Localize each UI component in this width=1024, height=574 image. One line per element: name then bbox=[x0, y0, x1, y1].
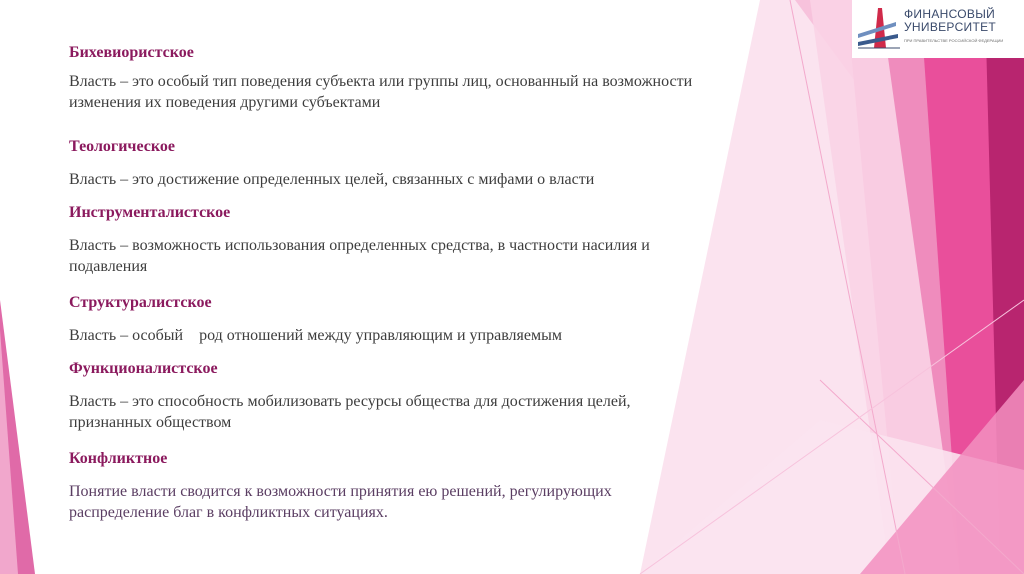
section-body bbox=[69, 391, 829, 449]
body-line: признанных обществом bbox=[69, 414, 232, 431]
section-heading: Инструменталистское bbox=[69, 204, 231, 221]
section-heading: Структуралистское bbox=[69, 294, 212, 311]
logo-subtitle: ПРИ ПРАВИТЕЛЬСТВЕ РОССИЙСКОЙ ФЕДЕРАЦИИ bbox=[904, 38, 1004, 43]
section-body bbox=[69, 71, 829, 137]
body-line: подавления bbox=[69, 258, 148, 275]
logo-title bbox=[904, 8, 996, 34]
logo-emblem-icon bbox=[856, 4, 902, 52]
section-body bbox=[69, 235, 829, 293]
body-line: Власть – это достижение определенных целей, связанных с мифами о власти bbox=[69, 171, 595, 188]
section-instrumentalist bbox=[69, 203, 829, 235]
body-line: Власть – это способность мобилизовать ресурсы общества для достижения целей, bbox=[69, 393, 631, 410]
body-line: Понятие власти сводится к возможности принятия ею решений, регулирующих bbox=[69, 483, 612, 500]
section-functionalist bbox=[69, 359, 829, 391]
body-line: изменения их поведения другими субъектами bbox=[69, 94, 381, 111]
section-conflict bbox=[69, 449, 829, 481]
body-line: распределение благ в конфликтных ситуациях. bbox=[69, 504, 388, 521]
section-structuralist bbox=[69, 293, 829, 325]
section-heading: Теологическое bbox=[69, 138, 175, 155]
section-heading: Конфликтное bbox=[69, 450, 168, 467]
body-line: Власть – особый род отношений между управляющим и управляемым bbox=[69, 327, 562, 344]
body-line: Власть – это особый тип поведения субъекта или группы лиц, основанный на возможности bbox=[69, 73, 693, 90]
section-heading: Функционалистское bbox=[69, 360, 218, 377]
section-theological bbox=[69, 137, 829, 169]
section-body bbox=[69, 325, 829, 359]
section-body bbox=[69, 169, 829, 203]
logo-line-1: ФИНАНСОВЫЙ bbox=[904, 7, 996, 21]
university-logo bbox=[852, 0, 1024, 58]
section-heading: Бихевиористское bbox=[69, 44, 194, 61]
body-line: Власть – возможность использования определенных средства, в частности насилия и bbox=[69, 237, 650, 254]
section-behaviorist bbox=[69, 40, 829, 71]
slide-content bbox=[69, 40, 829, 531]
section-body bbox=[69, 481, 829, 531]
logo-line-2: УНИВЕРСИТЕТ bbox=[904, 20, 997, 34]
